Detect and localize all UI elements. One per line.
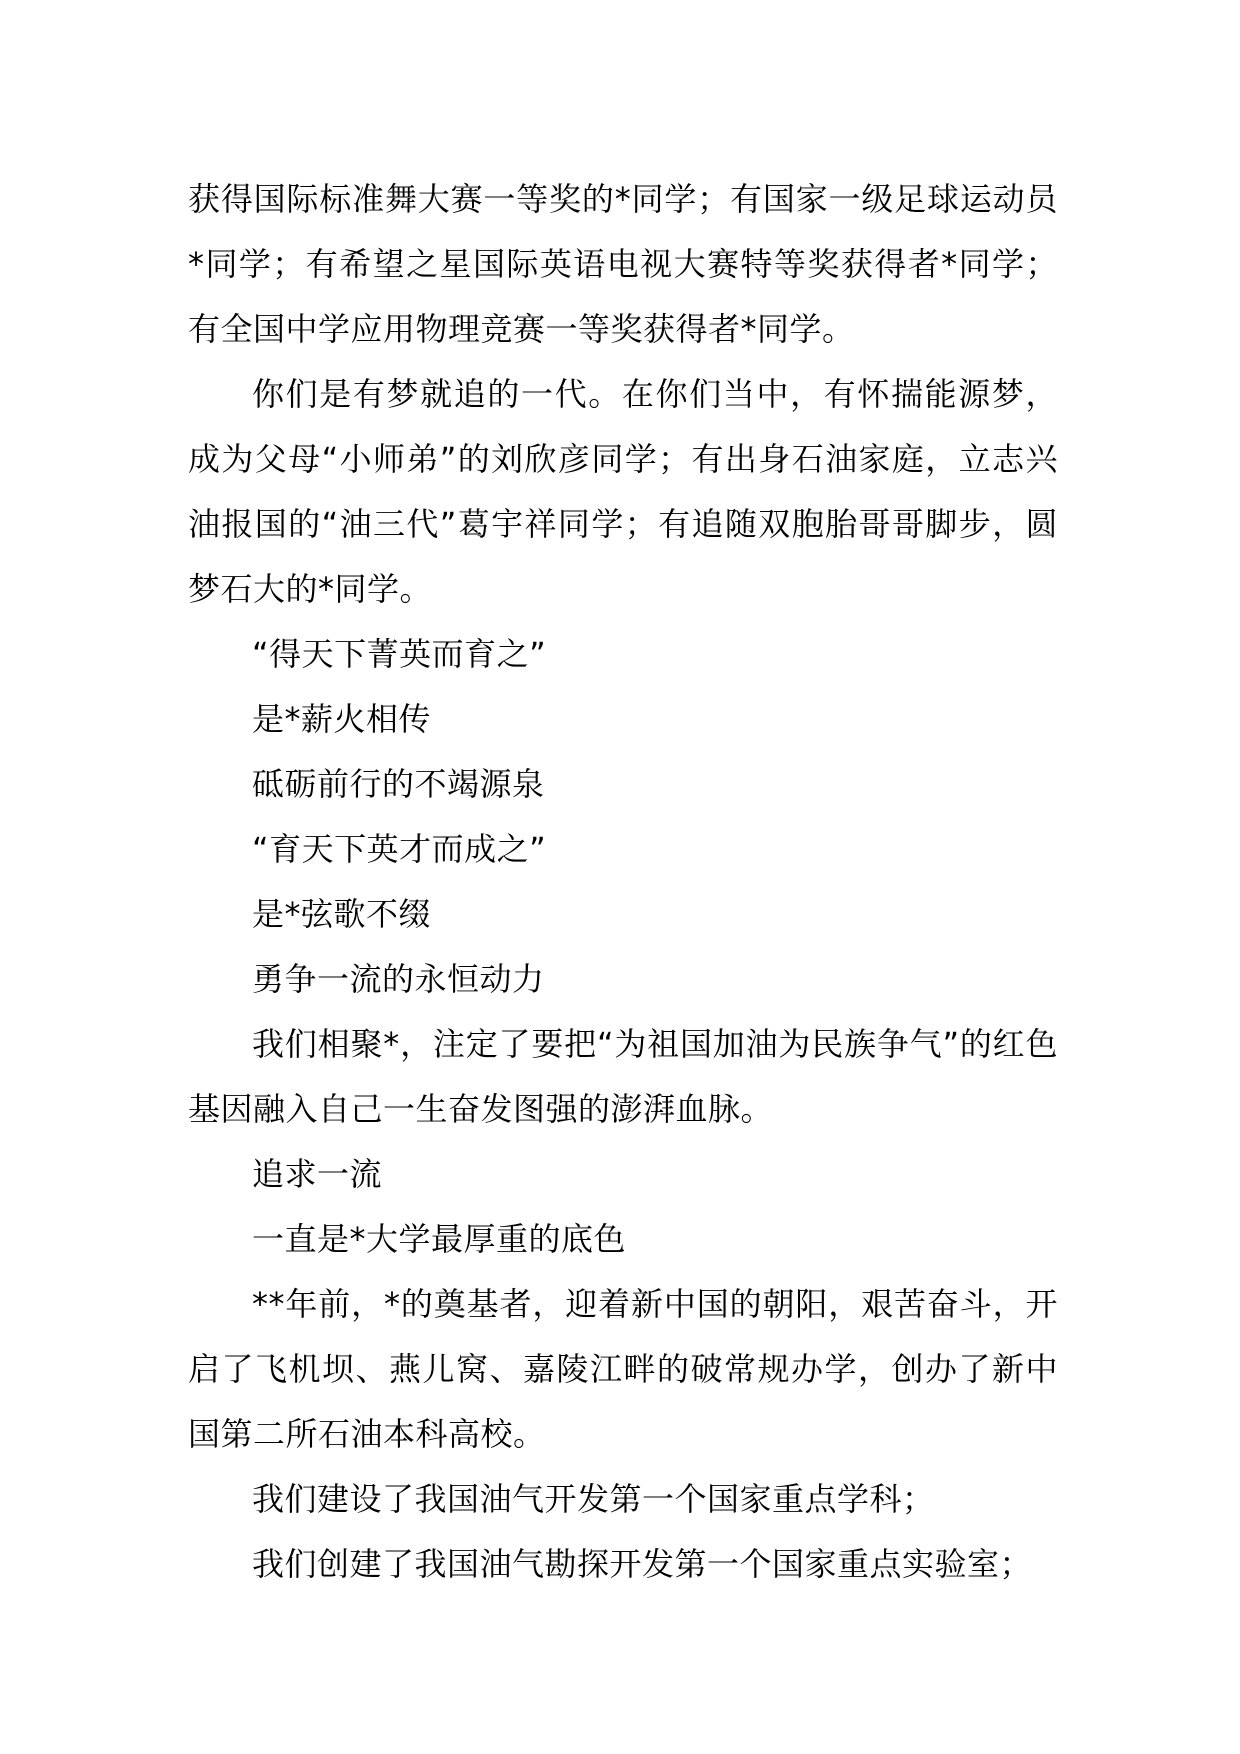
paragraph-dream-chasers: 你们是有梦就追的一代。在你们当中，有怀揣能源梦，成为父母“小师弟”的刘欣彦同学；有出身石油家庭，立志兴油报国的“油三代”葛宇祥同学；有追随双胞胎哥哥脚步，圆梦石大的*同学。 [188,375,1058,608]
verse-line: 追求一流 [252,1155,383,1193]
paragraph-continuation: 获得国际标准舞大赛一等奖的*同学；有国家一级足球运动员*同学；有希望之星国际英语电视大赛特等奖获得者*同学；有全国中学应用物理竞赛一等奖获得者*同学。 [188,180,1058,348]
verse-line: “得天下菁英而育之” [252,635,547,673]
paragraph-red-gene: 我们相聚*，注定了要把“为祖国加油为民族争气”的红色基因融入自己一生奋发图强的澎湃血脉。 [188,1025,1058,1128]
paragraph-history: **年前，*的奠基者，迎着新中国的朝阳，艰苦奋斗，开启了飞机坝、燕儿窝、嘉陵江畔的破常规办学，创办了新中国第二所石油本科高校。 [188,1285,1058,1453]
verse-line: “育天下英才而成之” [252,830,547,868]
verse-line: 砥砺前行的不竭源泉 [252,765,545,803]
paragraph-achievement: 我们建设了我国油气开发第一个国家重点学科； [252,1480,935,1518]
verse-line: 是*弦歌不缀 [252,895,432,933]
verse-line: 是*薪火相传 [252,700,432,738]
verse-line: 一直是*大学最厚重的底色 [252,1220,627,1258]
paragraph-achievement: 我们创建了我国油气勘探开发第一个国家重点实验室； [252,1545,1033,1583]
document-page [188,167,1058,1597]
verse-line: 勇争一流的永恒动力 [252,960,545,998]
